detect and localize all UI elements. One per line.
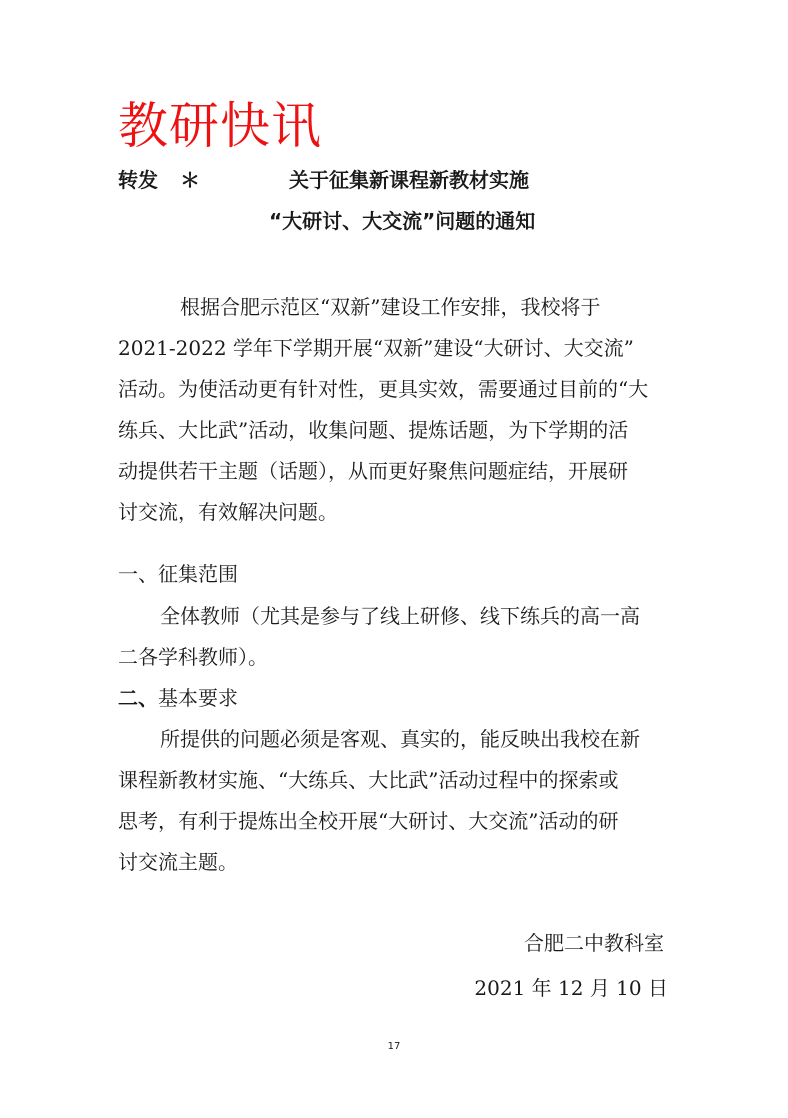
notice-title-line-2: “大研讨、大交流”问题的通知 xyxy=(269,209,536,233)
forward-star: ＊ xyxy=(180,168,200,192)
section-1-line: 全体教师（尤其是参与了线上研修、线下练兵的高一高 xyxy=(160,604,640,628)
intro-line: 根据合肥示范区“双新”建设工作安排，我校将于 xyxy=(180,295,601,319)
section-2-heading-number: 二、 xyxy=(118,686,158,710)
section-1-line: 二各学科教师）。 xyxy=(118,645,268,669)
section-2-line: 思考，有利于提炼出全校开展“大研讨、大交流”活动的研 xyxy=(118,809,619,833)
section-2-line: 课程新教材实施、“大练兵、大比武”活动过程中的探索或 xyxy=(118,768,619,792)
masthead-title: 教研快讯 xyxy=(118,97,322,155)
section-2-heading xyxy=(118,683,238,713)
page-number: 17 xyxy=(387,1041,401,1052)
section-2-line: 讨交流主题。 xyxy=(118,850,238,874)
intro-line: 练兵、大比武”活动，收集问题、提炼话题，为下学期的活 xyxy=(118,418,629,442)
intro-line: 活动。为使活动更有针对性，更具实效，需要通过目前的“大 xyxy=(118,377,649,401)
signature-date: 2021 年 12 月 10 日 xyxy=(474,976,668,1000)
section-2-line: 所提供的问题必须是客观、真实的，能反映出我校在新 xyxy=(160,727,640,751)
section-2-body xyxy=(118,719,674,883)
intro-line: 2021-2022 学年下学期开展“双新”建设“大研讨、大交流” xyxy=(118,336,634,360)
section-1-body xyxy=(118,596,674,678)
intro-paragraph xyxy=(118,287,674,533)
signature-office: 合肥二中教科室 xyxy=(524,931,664,955)
intro-line: 动提供若干主题（话题），从而更好聚焦问题症结，开展研 xyxy=(118,459,628,483)
forward-label: 转发 xyxy=(118,168,158,192)
section-1-heading: 一、征集范围 xyxy=(118,562,238,586)
notice-title-line-1: 关于征集新课程新教材实施 xyxy=(289,168,529,192)
intro-line: 讨交流，有效解决问题。 xyxy=(118,500,338,524)
section-2-heading-text: 基本要求 xyxy=(158,686,238,710)
